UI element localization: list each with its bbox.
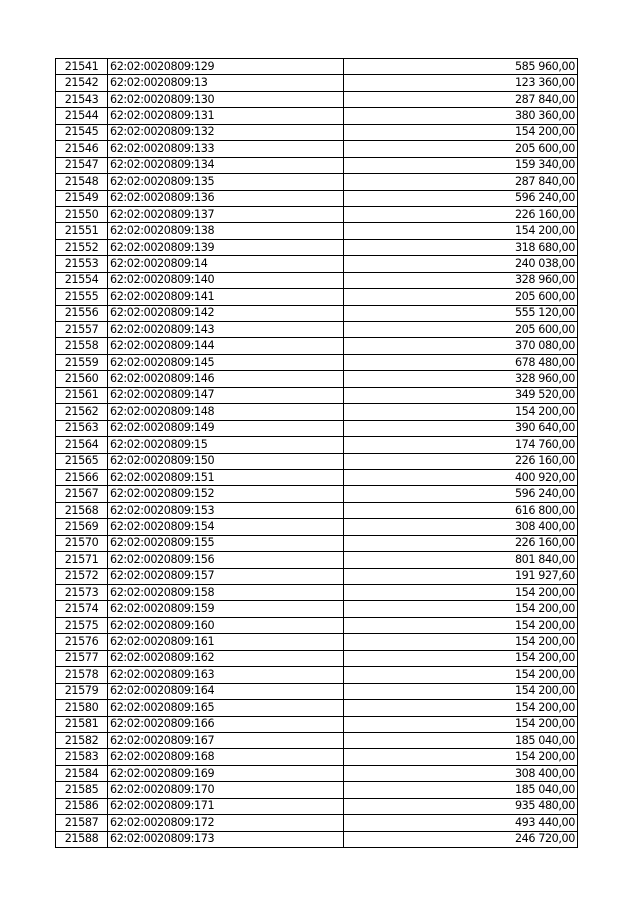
value-cell: 328 960,00 — [344, 371, 578, 387]
table-row — [56, 469, 578, 485]
value-cell: 400 920,00 — [344, 469, 578, 485]
row-number-cell: 21560 — [56, 371, 108, 387]
value-cell: 240 038,00 — [344, 256, 578, 272]
cadastral-number-cell: 62:02:0020809:131 — [108, 108, 344, 124]
row-number-cell: 21546 — [56, 141, 108, 157]
table-row — [56, 667, 578, 683]
row-number-cell: 21564 — [56, 437, 108, 453]
row-number-cell: 21545 — [56, 124, 108, 140]
value-cell: 154 200,00 — [344, 601, 578, 617]
table-row — [56, 749, 578, 765]
table-row — [56, 568, 578, 584]
cadastral-number-cell: 62:02:0020809:143 — [108, 322, 344, 338]
table-row — [56, 223, 578, 239]
value-cell: 246 720,00 — [344, 831, 578, 847]
cadastral-number-cell: 62:02:0020809:169 — [108, 765, 344, 781]
row-number-cell: 21550 — [56, 206, 108, 222]
row-number-cell: 21573 — [56, 585, 108, 601]
value-cell: 678 480,00 — [344, 354, 578, 370]
table-row — [56, 519, 578, 535]
value-cell: 154 200,00 — [344, 585, 578, 601]
cadastral-number-cell: 62:02:0020809:139 — [108, 239, 344, 255]
table-row — [56, 239, 578, 255]
table-row — [56, 354, 578, 370]
value-cell: 159 340,00 — [344, 157, 578, 173]
table-row — [56, 453, 578, 469]
row-number-cell: 21548 — [56, 174, 108, 190]
row-number-cell: 21542 — [56, 75, 108, 91]
row-number-cell: 21576 — [56, 634, 108, 650]
row-number-cell: 21569 — [56, 519, 108, 535]
table-row — [56, 585, 578, 601]
table-row — [56, 157, 578, 173]
table-row — [56, 141, 578, 157]
value-cell: 226 160,00 — [344, 453, 578, 469]
table-row — [56, 305, 578, 321]
row-number-cell: 21583 — [56, 749, 108, 765]
table-row — [56, 322, 578, 338]
cadastral-number-cell: 62:02:0020809:154 — [108, 519, 344, 535]
row-number-cell: 21578 — [56, 667, 108, 683]
table-row — [56, 420, 578, 436]
cadastral-number-cell: 62:02:0020809:130 — [108, 91, 344, 107]
table-row — [56, 124, 578, 140]
cadastral-number-cell: 62:02:0020809:162 — [108, 650, 344, 666]
row-number-cell: 21561 — [56, 387, 108, 403]
row-number-cell: 21558 — [56, 338, 108, 354]
table-row — [56, 650, 578, 666]
cadastral-number-cell: 62:02:0020809:144 — [108, 338, 344, 354]
value-cell: 308 400,00 — [344, 765, 578, 781]
table-row — [56, 108, 578, 124]
row-number-cell: 21585 — [56, 782, 108, 798]
table-row — [56, 683, 578, 699]
cadastral-number-cell: 62:02:0020809:136 — [108, 190, 344, 206]
row-number-cell: 21572 — [56, 568, 108, 584]
value-cell: 287 840,00 — [344, 91, 578, 107]
cadastral-value-table — [55, 58, 578, 848]
table-row — [56, 289, 578, 305]
row-number-cell: 21544 — [56, 108, 108, 124]
table-row — [56, 174, 578, 190]
value-cell: 226 160,00 — [344, 535, 578, 551]
value-cell: 154 200,00 — [344, 749, 578, 765]
table-row — [56, 535, 578, 551]
cadastral-number-cell: 62:02:0020809:157 — [108, 568, 344, 584]
cadastral-number-cell: 62:02:0020809:159 — [108, 601, 344, 617]
row-number-cell: 21547 — [56, 157, 108, 173]
cadastral-number-cell: 62:02:0020809:161 — [108, 634, 344, 650]
value-cell: 154 200,00 — [344, 700, 578, 716]
cadastral-number-cell: 62:02:0020809:150 — [108, 453, 344, 469]
row-number-cell: 21582 — [56, 732, 108, 748]
row-number-cell: 21566 — [56, 469, 108, 485]
cadastral-number-cell: 62:02:0020809:13 — [108, 75, 344, 91]
value-cell: 154 200,00 — [344, 683, 578, 699]
cadastral-number-cell: 62:02:0020809:160 — [108, 617, 344, 633]
cadastral-number-cell: 62:02:0020809:148 — [108, 404, 344, 420]
value-cell: 226 160,00 — [344, 206, 578, 222]
cadastral-number-cell: 62:02:0020809:14 — [108, 256, 344, 272]
cadastral-number-cell: 62:02:0020809:149 — [108, 420, 344, 436]
row-number-cell: 21565 — [56, 453, 108, 469]
table-row — [56, 59, 578, 75]
value-cell: 287 840,00 — [344, 174, 578, 190]
cadastral-number-cell: 62:02:0020809:168 — [108, 749, 344, 765]
cadastral-number-cell: 62:02:0020809:153 — [108, 502, 344, 518]
cadastral-number-cell: 62:02:0020809:171 — [108, 798, 344, 814]
cadastral-number-cell: 62:02:0020809:158 — [108, 585, 344, 601]
cadastral-number-cell: 62:02:0020809:152 — [108, 486, 344, 502]
table-row — [56, 634, 578, 650]
cadastral-number-cell: 62:02:0020809:170 — [108, 782, 344, 798]
row-number-cell: 21552 — [56, 239, 108, 255]
value-cell: 154 200,00 — [344, 667, 578, 683]
value-cell: 349 520,00 — [344, 387, 578, 403]
row-number-cell: 21586 — [56, 798, 108, 814]
value-cell: 123 360,00 — [344, 75, 578, 91]
table-row — [56, 732, 578, 748]
cadastral-number-cell: 62:02:0020809:137 — [108, 206, 344, 222]
value-cell: 596 240,00 — [344, 190, 578, 206]
value-cell: 801 840,00 — [344, 552, 578, 568]
row-number-cell: 21580 — [56, 700, 108, 716]
cadastral-number-cell: 62:02:0020809:155 — [108, 535, 344, 551]
row-number-cell: 21563 — [56, 420, 108, 436]
row-number-cell: 21555 — [56, 289, 108, 305]
cadastral-number-cell: 62:02:0020809:146 — [108, 371, 344, 387]
cadastral-number-cell: 62:02:0020809:129 — [108, 59, 344, 75]
row-number-cell: 21588 — [56, 831, 108, 847]
value-cell: 154 200,00 — [344, 223, 578, 239]
cadastral-number-cell: 62:02:0020809:173 — [108, 831, 344, 847]
table-row — [56, 91, 578, 107]
value-cell: 616 800,00 — [344, 502, 578, 518]
table-row — [56, 601, 578, 617]
table-row — [56, 272, 578, 288]
table-row — [56, 798, 578, 814]
cadastral-number-cell: 62:02:0020809:142 — [108, 305, 344, 321]
value-cell: 185 040,00 — [344, 782, 578, 798]
table-row — [56, 75, 578, 91]
row-number-cell: 21551 — [56, 223, 108, 239]
value-cell: 596 240,00 — [344, 486, 578, 502]
cadastral-number-cell: 62:02:0020809:134 — [108, 157, 344, 173]
row-number-cell: 21556 — [56, 305, 108, 321]
table-row — [56, 437, 578, 453]
table-row — [56, 815, 578, 831]
table-row — [56, 338, 578, 354]
cadastral-number-cell: 62:02:0020809:166 — [108, 716, 344, 732]
value-cell: 390 640,00 — [344, 420, 578, 436]
value-cell: 191 927,60 — [344, 568, 578, 584]
value-cell: 370 080,00 — [344, 338, 578, 354]
cadastral-number-cell: 62:02:0020809:172 — [108, 815, 344, 831]
value-cell: 555 120,00 — [344, 305, 578, 321]
cadastral-number-cell: 62:02:0020809:145 — [108, 354, 344, 370]
value-cell: 205 600,00 — [344, 322, 578, 338]
table-row — [56, 206, 578, 222]
row-number-cell: 21568 — [56, 502, 108, 518]
row-number-cell: 21579 — [56, 683, 108, 699]
table-row — [56, 782, 578, 798]
value-cell: 205 600,00 — [344, 141, 578, 157]
cadastral-number-cell: 62:02:0020809:132 — [108, 124, 344, 140]
cadastral-number-cell: 62:02:0020809:163 — [108, 667, 344, 683]
table-row — [56, 765, 578, 781]
table-body — [56, 59, 578, 848]
table-row — [56, 831, 578, 847]
cadastral-number-cell: 62:02:0020809:165 — [108, 700, 344, 716]
row-number-cell: 21567 — [56, 486, 108, 502]
cadastral-number-cell: 62:02:0020809:140 — [108, 272, 344, 288]
value-cell: 308 400,00 — [344, 519, 578, 535]
row-number-cell: 21581 — [56, 716, 108, 732]
value-cell: 935 480,00 — [344, 798, 578, 814]
value-cell: 380 360,00 — [344, 108, 578, 124]
row-number-cell: 21574 — [56, 601, 108, 617]
row-number-cell: 21557 — [56, 322, 108, 338]
table-row — [56, 371, 578, 387]
cadastral-number-cell: 62:02:0020809:138 — [108, 223, 344, 239]
value-cell: 154 200,00 — [344, 404, 578, 420]
cadastral-number-cell: 62:02:0020809:133 — [108, 141, 344, 157]
cadastral-number-cell: 62:02:0020809:135 — [108, 174, 344, 190]
cadastral-number-cell: 62:02:0020809:151 — [108, 469, 344, 485]
value-cell: 585 960,00 — [344, 59, 578, 75]
row-number-cell: 21584 — [56, 765, 108, 781]
value-cell: 493 440,00 — [344, 815, 578, 831]
row-number-cell: 21570 — [56, 535, 108, 551]
row-number-cell: 21571 — [56, 552, 108, 568]
value-cell: 154 200,00 — [344, 124, 578, 140]
table-row — [56, 552, 578, 568]
table-row — [56, 486, 578, 502]
row-number-cell: 21577 — [56, 650, 108, 666]
value-cell: 328 960,00 — [344, 272, 578, 288]
cadastral-number-cell: 62:02:0020809:141 — [108, 289, 344, 305]
cadastral-number-cell: 62:02:0020809:156 — [108, 552, 344, 568]
row-number-cell: 21575 — [56, 617, 108, 633]
value-cell: 205 600,00 — [344, 289, 578, 305]
row-number-cell: 21562 — [56, 404, 108, 420]
cadastral-number-cell: 62:02:0020809:167 — [108, 732, 344, 748]
row-number-cell: 21559 — [56, 354, 108, 370]
row-number-cell: 21541 — [56, 59, 108, 75]
value-cell: 185 040,00 — [344, 732, 578, 748]
value-cell: 154 200,00 — [344, 650, 578, 666]
table-row — [56, 404, 578, 420]
row-number-cell: 21543 — [56, 91, 108, 107]
row-number-cell: 21587 — [56, 815, 108, 831]
value-cell: 318 680,00 — [344, 239, 578, 255]
cadastral-number-cell: 62:02:0020809:164 — [108, 683, 344, 699]
table-row — [56, 716, 578, 732]
cadastral-number-cell: 62:02:0020809:147 — [108, 387, 344, 403]
table-row — [56, 256, 578, 272]
table-row — [56, 190, 578, 206]
table-row — [56, 700, 578, 716]
value-cell: 154 200,00 — [344, 716, 578, 732]
value-cell: 154 200,00 — [344, 634, 578, 650]
table-row — [56, 617, 578, 633]
table-row — [56, 387, 578, 403]
value-cell: 154 200,00 — [344, 617, 578, 633]
cadastral-number-cell: 62:02:0020809:15 — [108, 437, 344, 453]
value-cell: 174 760,00 — [344, 437, 578, 453]
row-number-cell: 21549 — [56, 190, 108, 206]
row-number-cell: 21553 — [56, 256, 108, 272]
table-row — [56, 502, 578, 518]
row-number-cell: 21554 — [56, 272, 108, 288]
